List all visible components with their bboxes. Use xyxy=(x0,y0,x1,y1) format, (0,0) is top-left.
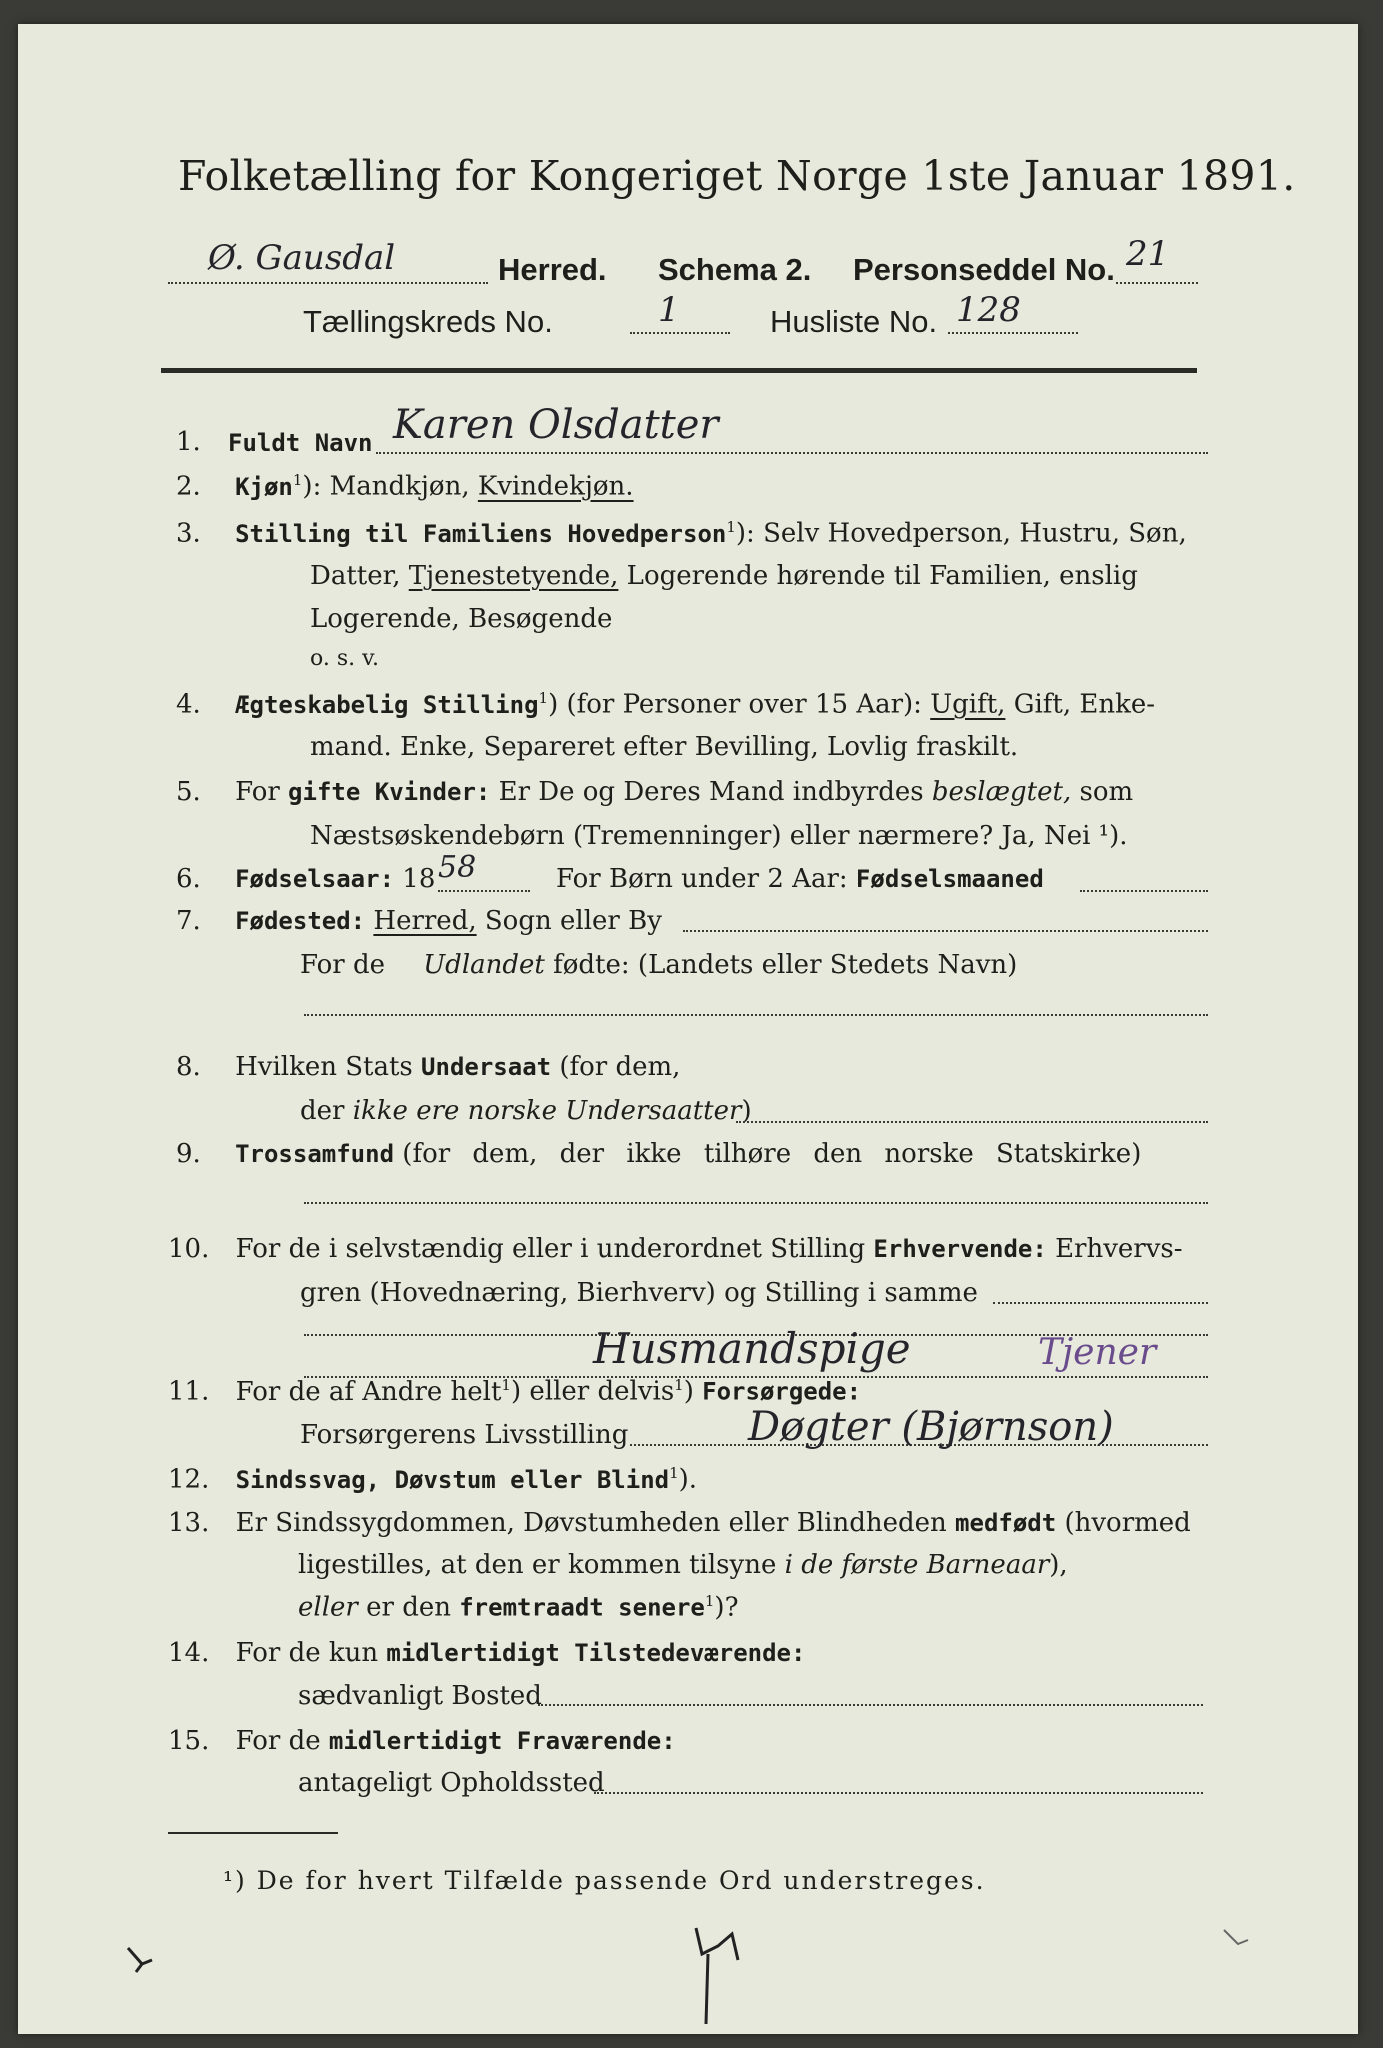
item-2-sup: 1 xyxy=(292,471,303,489)
item-14-dots xyxy=(538,1704,1203,1706)
item-13-line3a: eller xyxy=(298,1592,358,1623)
item-3-line2 xyxy=(310,561,1138,591)
item-4-line1a: ) (for Personer over 15 Aar): xyxy=(548,689,922,720)
item-11-value: Døgter (Bjørnson) xyxy=(748,1404,1114,1450)
herred-value: Ø. Gausdal xyxy=(208,238,396,278)
item-2-underlined: Kvindekjøn. xyxy=(477,471,634,502)
item-7-rest: Sogn eller By xyxy=(484,906,662,936)
item-11-line1: 11. For de af Andre helt$^1$) eller delvis$^1$) Forsørgede: xyxy=(168,1376,862,1407)
item-1-label: Fuldt Navn xyxy=(228,429,373,457)
item-13-line2i: i de første Barneaar xyxy=(784,1550,1050,1580)
item-5-line1a: Er De og Deres Mand indbyrdes xyxy=(498,777,924,807)
item-4-line1b: Gift, Enke- xyxy=(1013,689,1156,720)
item-11-line1b: ) eller delvis xyxy=(510,1376,675,1407)
schema-label: Schema 2. xyxy=(658,252,812,287)
census-form-page xyxy=(18,24,1358,2034)
item-10-value2: Tjener xyxy=(1038,1332,1157,1373)
item-3-sup: 1 xyxy=(726,518,736,536)
item-13-line1b: medfødt xyxy=(955,1509,1057,1537)
item-2-num: 2. xyxy=(176,471,201,502)
right-mark-icon xyxy=(1218,1924,1258,1964)
herred-label: Herred. xyxy=(498,252,607,287)
binding-mark-icon xyxy=(678,1924,758,2034)
item-5-line2: Næstsøskendebørn (Tremenninger) eller nærmere? Ja, Nei ¹). xyxy=(310,821,1128,851)
item-10-num: 10. xyxy=(168,1234,210,1264)
item-8-dots xyxy=(736,1121,1208,1123)
personseddel-value: 21 xyxy=(1126,234,1170,274)
item-9-dots xyxy=(304,1202,1208,1204)
item-4-label: Ægteskabelig Stilling xyxy=(235,690,539,719)
item-11-line1d: Forsørgede: xyxy=(702,1377,862,1406)
husliste-value: 128 xyxy=(956,290,1021,330)
husliste-label: Husliste No. xyxy=(770,304,938,339)
item-13-line3c: fremtraadt senere xyxy=(459,1593,705,1622)
item-5-bold: gifte Kvinder: xyxy=(288,778,491,806)
item-11-line2: Forsørgerens Livsstilling xyxy=(300,1420,629,1450)
item-7-label: Fødested: xyxy=(235,907,366,935)
item-8-line1b: Undersaat xyxy=(421,1053,552,1081)
item-5-label: For xyxy=(235,777,280,807)
item-8-line2 xyxy=(300,1096,752,1126)
item-3-line2a: Datter, xyxy=(310,561,401,591)
item-13-line2 xyxy=(298,1550,1068,1580)
item-12-label: Sindssvag, Døvstum eller Blind xyxy=(235,1465,670,1494)
item-2-rest: ): Mandkjøn, xyxy=(302,471,470,502)
item-7-dots xyxy=(683,930,1208,932)
item-10-line1b: Erhvervende: xyxy=(873,1235,1047,1263)
item-3-line2b: Logerende hørende til Familien, enslig xyxy=(626,561,1138,591)
item-6-rest: For Børn under 2 Aar: xyxy=(556,864,848,894)
item-3-line2u: Tjenestetyende, xyxy=(408,561,619,591)
footnote-rule xyxy=(168,1832,338,1834)
item-13-num: 13. xyxy=(168,1508,210,1538)
item-8-line2a: der xyxy=(300,1096,345,1126)
footnote: ¹) De for hvert Tilfælde passende Ord understreges. xyxy=(223,1866,986,1895)
item-1-value: Karen Olsdatter xyxy=(393,402,719,448)
item-9-label: Trossamfund xyxy=(235,1140,395,1168)
item-14-line1 xyxy=(168,1638,805,1668)
item-6-rest-wrap xyxy=(556,864,1044,894)
item-8-line2b: ) xyxy=(741,1096,752,1126)
kreds-dots xyxy=(630,332,730,334)
item-10-line2: gren (Hovednæring, Bierhverv) og Stilling i samme xyxy=(300,1278,978,1308)
item-4-line1 xyxy=(176,689,1155,720)
item-6-num: 6. xyxy=(176,864,201,894)
item-15-num: 15. xyxy=(168,1726,210,1756)
item-7-line2i: Udlandet xyxy=(423,950,545,980)
item-2-label: Kjøn xyxy=(235,472,293,501)
item-4-line1u: Ugift, xyxy=(930,689,1006,720)
personseddel-dots xyxy=(1116,282,1198,284)
item-6-month-dots xyxy=(1080,890,1208,892)
item-3-line4: o. s. v. xyxy=(310,646,379,671)
item-7-num: 7. xyxy=(176,906,201,936)
item-15-line2: antageligt Opholdssted xyxy=(298,1768,605,1798)
item-13-line1 xyxy=(168,1508,1191,1538)
item-11-line1a: For de af Andre helt xyxy=(235,1376,502,1407)
item-14-line1b: midlertidigt Tilstedeværende: xyxy=(386,1639,806,1667)
corner-mark-icon xyxy=(122,1942,162,1982)
item-5-line1i: beslægtet, xyxy=(931,777,1072,807)
item-6-rest-bold: Fødselsmaaned xyxy=(855,865,1044,893)
item-10-line1a: For de i selvstændig eller i underordnet Stilling xyxy=(235,1234,866,1264)
item-8-num: 8. xyxy=(176,1052,201,1082)
item-6-year-dots xyxy=(438,890,530,892)
item-5-line1b: som xyxy=(1079,777,1134,807)
item-15-line1b: midlertidigt Fraværende: xyxy=(328,1727,676,1755)
item-13-line3d: )? xyxy=(714,1592,739,1623)
husliste-dots xyxy=(948,332,1078,334)
item-6 xyxy=(176,864,435,894)
item-14-num: 14. xyxy=(168,1638,210,1668)
item-13-line3: eller er den fremtraadt senere$^1$)? xyxy=(298,1592,739,1623)
item-7-line2b: fødte: (Landets eller Stedets Navn) xyxy=(553,950,1018,980)
item-8-line1a: Hvilken Stats xyxy=(235,1052,413,1082)
item-14-line1a: For de kun xyxy=(235,1638,379,1668)
item-1-num: 1. xyxy=(176,427,201,457)
personseddel-label: Personseddel No. xyxy=(853,252,1115,287)
item-13-line2a: ligestilles, at den er kommen tilsyne xyxy=(298,1550,777,1580)
kreds-label: Tællingskreds No. xyxy=(303,304,553,339)
item-11-num: 11. xyxy=(168,1376,210,1407)
item-6-label: Fødselsaar: xyxy=(235,865,395,893)
item-4-sup: 1 xyxy=(538,689,549,707)
item-4-line2: mand. Enke, Separeret efter Bevilling, Lovlig fraskilt. xyxy=(310,732,1019,762)
item-7-underlined: Herred, xyxy=(373,906,477,936)
item-5-line1 xyxy=(176,777,1133,807)
item-15-dots xyxy=(594,1792,1203,1794)
item-8-line1c: (for dem, xyxy=(559,1052,681,1082)
item-9-num: 9. xyxy=(176,1139,201,1169)
item-9-rest: (for dem, der ikke tilhøre den norske Statskirke) xyxy=(402,1139,1142,1169)
item-15-line1a: For de xyxy=(235,1726,321,1756)
item-3-line1 xyxy=(176,518,1187,549)
item-13-line1a: Er Sindssygdommen, Døvstumheden eller Blindheden xyxy=(235,1508,947,1538)
item-8-line2i: ikke ere norske Undersaatter xyxy=(352,1096,742,1126)
item-10-line1c: Erhvervs- xyxy=(1055,1234,1183,1264)
item-1-dots xyxy=(376,452,1208,454)
item-5-num: 5. xyxy=(176,777,201,807)
kreds-value: 1 xyxy=(658,290,680,330)
item-11-line1c: ) xyxy=(683,1376,694,1407)
item-10-value: Husmandspige xyxy=(593,1324,911,1373)
item-6-value: 58 xyxy=(438,850,477,885)
item-13-line3b: er den xyxy=(366,1592,451,1623)
item-7-line2a: For de xyxy=(300,950,385,980)
item-6-prefix: 18 xyxy=(402,864,436,894)
herred-dots xyxy=(168,282,488,284)
form-title: Folketælling for Kongeriget Norge 1ste Januar 1891. xyxy=(178,152,1296,200)
item-7-line2 xyxy=(300,950,1017,980)
item-12: 12. Sindssvag, Døvstum eller Blind$^1$). xyxy=(168,1464,698,1495)
item-7-dots2 xyxy=(304,1014,1208,1016)
item-7-line1 xyxy=(176,906,662,936)
item-3-num: 3. xyxy=(176,518,201,549)
item-3-line1-text: ): Selv Hovedperson, Hustru, Søn, xyxy=(735,518,1187,549)
item-14-line2: sædvanligt Bosted xyxy=(298,1681,542,1711)
header-rule xyxy=(161,368,1197,373)
item-12-num: 12. xyxy=(168,1464,210,1495)
item-12-rest: ). xyxy=(678,1464,698,1495)
item-13-line2b: ), xyxy=(1049,1550,1068,1580)
item-8-line1 xyxy=(176,1052,680,1082)
item-13-line1c: (hvormed xyxy=(1064,1508,1191,1538)
item-10-line1 xyxy=(168,1234,1183,1264)
item-3-label: Stilling til Familiens Hovedperson xyxy=(235,519,727,548)
item-3-line3: Logerende, Besøgende xyxy=(310,604,613,634)
item-10-dots1 xyxy=(993,1302,1208,1304)
item-9-line1 xyxy=(176,1139,1141,1169)
item-15-line1 xyxy=(168,1726,676,1756)
item-2 xyxy=(176,471,634,502)
item-4-num: 4. xyxy=(176,689,201,720)
